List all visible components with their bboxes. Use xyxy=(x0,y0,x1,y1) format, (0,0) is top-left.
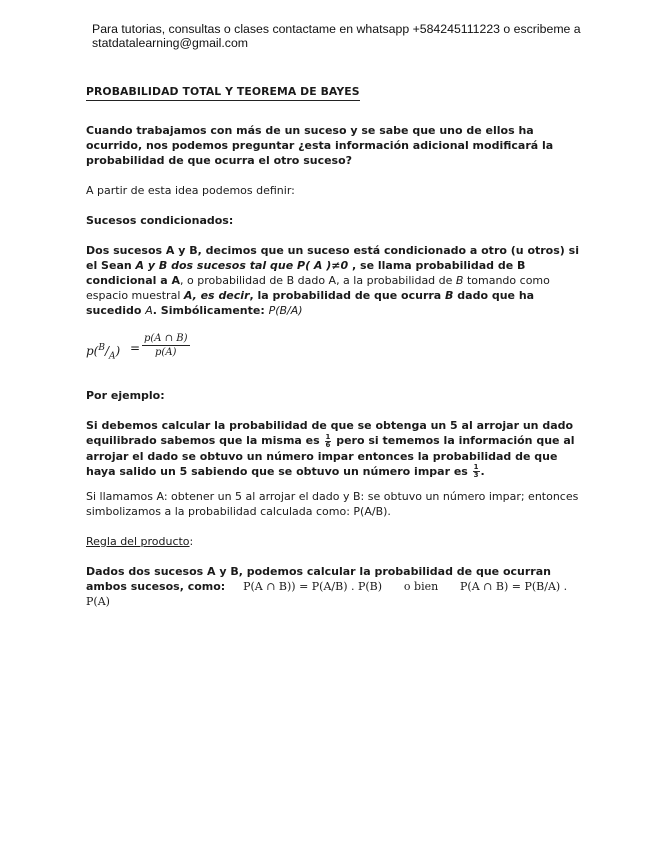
product-rule-heading-text: Regla del producto xyxy=(86,535,190,548)
document-title: PROBABILIDAD TOTAL Y TEOREMA DE BAYES xyxy=(86,84,360,101)
product-rule-text: Dados dos sucesos A y B, podemos calcular la probabilidad de que ocurran ambos sucesos, como: xyxy=(86,565,551,593)
cond-text-10: B xyxy=(445,289,454,302)
formula-lhs xyxy=(86,341,120,364)
conditioned-paragraph xyxy=(86,243,586,318)
cond-text-7: tomando como espacio muestral xyxy=(86,274,550,302)
example-text-3: . xyxy=(480,464,485,478)
product-formula-2: P(A ∩ B) = P(B/A) . P(A) xyxy=(86,580,568,608)
product-rule-paragraph xyxy=(86,564,586,609)
conditional-probability-formula xyxy=(86,332,586,366)
cond-text-14: P(B/A) xyxy=(268,304,303,317)
cond-text-11: dado que ha sucedido xyxy=(86,289,535,317)
define-paragraph: A partir de esta idea podemos definir: xyxy=(86,184,295,197)
cond-text-13: . Simbólicamente: xyxy=(152,304,269,317)
fraction-one-sixth xyxy=(325,434,332,449)
intro-paragraph: Cuando trabajamos con más de un suceso y se sabe que uno de ellos ha ocurrido, nos podemos preguntar ¿esta información adicional modificará la probabilidad de que ocurra el otro suceso? xyxy=(86,124,554,167)
naming-paragraph: Si llamamos A: obtener un 5 al arrojar el dado y B: se obtuvo un número impar; entonces simbolizamos a la probabilidad calculada como: P(A/B). xyxy=(86,490,579,518)
product-formula-1: P(A ∩ B)) = P(A/B) . P(B) xyxy=(243,580,383,593)
formula-denominator: p(A) xyxy=(155,347,177,358)
product-rule-colon: : xyxy=(189,535,194,548)
document-body xyxy=(86,84,586,609)
product-rule-heading xyxy=(86,534,586,549)
example-text-1: Si debemos calcular la probabilidad de que se obtenga un 5 al arrojar un dado equilibrado sabemos que la misma es xyxy=(86,419,574,447)
formula-numerator: p(A ∩ B) xyxy=(144,333,188,344)
cond-text-2: A y B dos sucesos tal que P( A )≠0 xyxy=(135,259,349,272)
formula-equals: = xyxy=(130,341,141,355)
cond-text-5: , o probabilidad de B dado A, a la probabilidad de xyxy=(180,274,456,287)
cond-text-1: Dos sucesos A y B, decimos que un suceso está condicionado a otro (u otros) si el Sean xyxy=(86,244,579,272)
product-or: o bien xyxy=(403,580,439,593)
formula-lhs-close: ) xyxy=(115,344,121,358)
cond-text-3: , se llama xyxy=(348,259,416,272)
frac2-denominator: 3 xyxy=(473,471,479,479)
conditioned-heading: Sucesos condicionados: xyxy=(86,214,234,227)
frac2-numerator: 1 xyxy=(473,463,479,471)
cond-text-8: A, es decir xyxy=(183,289,250,302)
formula-lhs-slash: / xyxy=(105,344,110,358)
cond-text-12: A xyxy=(145,304,153,317)
formula-fraction xyxy=(142,332,190,359)
cond-text-4: probabilidad de B condicional a A xyxy=(86,259,526,287)
frac1-numerator: 1 xyxy=(325,432,331,441)
contact-header xyxy=(92,22,622,50)
fraction-one-third xyxy=(473,464,480,479)
cond-text-9: , la probabilidad de que ocurra xyxy=(249,289,446,302)
formula-lhs-b: B xyxy=(98,343,105,353)
example-text-2: pero si tememos la información que al arrojar el dado se obtuvo un número impar entonces la probabilidad de que haya salido un 5 sabiendo que se obtuvo un número impar es xyxy=(86,434,575,478)
contact-text: Para tutorias, consultas o clases contactame en whatsapp +584245111223 o escribeme a statdatalearning@gmail.com xyxy=(92,22,581,50)
frac1-denominator: 6 xyxy=(325,440,331,449)
formula-lhs-p: p( xyxy=(86,344,99,358)
formula-lhs-a: A xyxy=(109,351,116,362)
example-heading: Por ejemplo: xyxy=(86,389,165,402)
example-paragraph xyxy=(86,418,586,479)
cond-text-6: B xyxy=(455,274,464,287)
